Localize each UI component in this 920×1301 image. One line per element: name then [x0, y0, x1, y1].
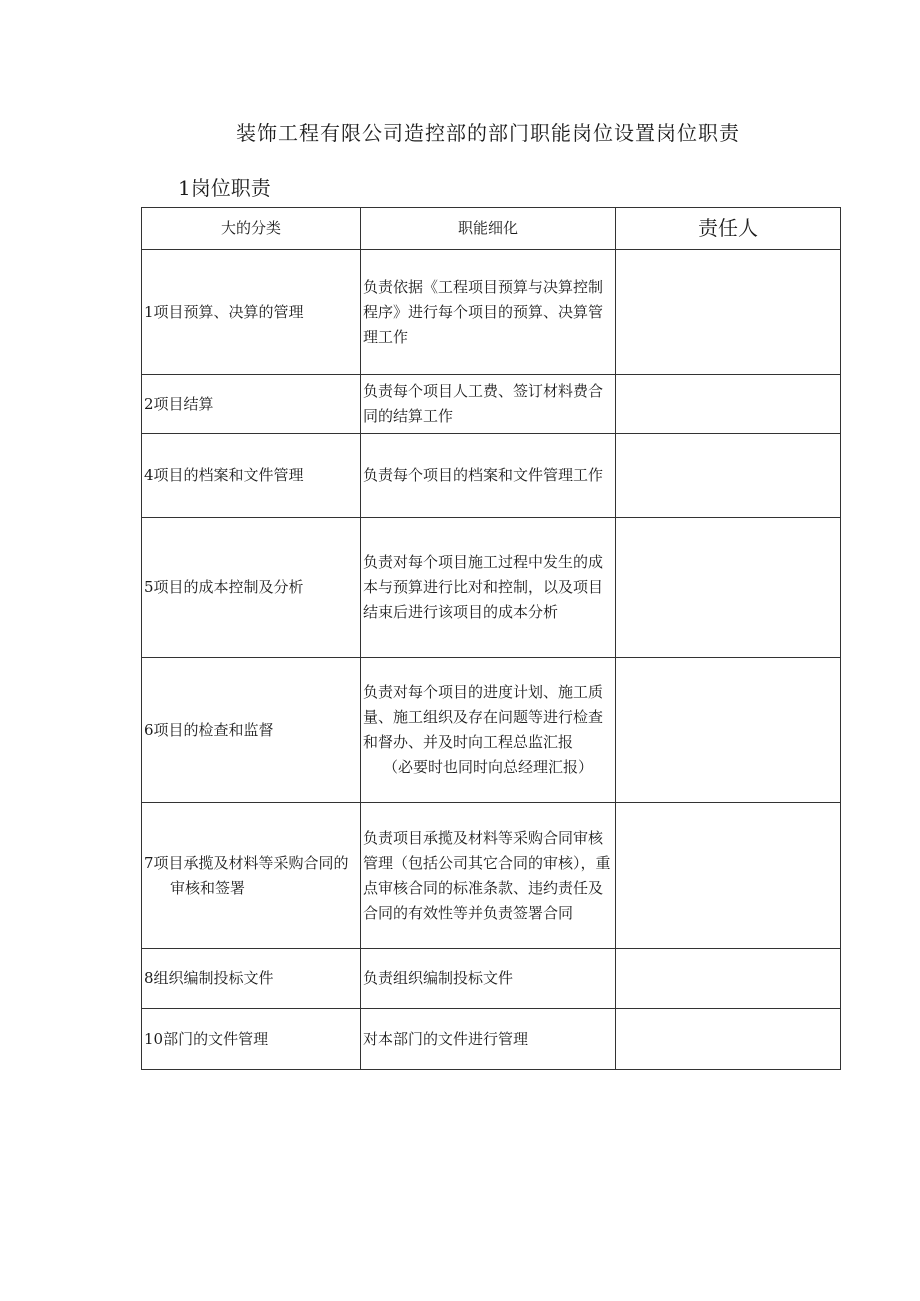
document-title: 装饰工程有限公司造控部的部门职能岗位设置岗位职责 — [236, 121, 740, 145]
duty-note: （必要时也同时向总经理汇报） — [382, 758, 593, 776]
owner-cell — [616, 1009, 841, 1070]
table-row — [142, 250, 841, 375]
owner-cell — [616, 518, 841, 658]
category-cell: 5项目的成本控制及分析 — [142, 518, 361, 658]
header-category: 大的分类 — [142, 208, 361, 250]
header-owner: 责任人 — [616, 208, 841, 250]
table-row — [142, 375, 841, 434]
section-heading: 1岗位职责 — [178, 176, 271, 200]
category-cell: 2项目结算 — [142, 375, 361, 434]
category-cell: 8组织编制投标文件 — [142, 949, 361, 1009]
category-cell: 4项目的档案和文件管理 — [142, 434, 361, 518]
duty-cell — [361, 658, 616, 803]
duty-cell: 负责对每个项目施工过程中发生的成本与预算进行比对和控制，以及项目结束后进行该项目的成本分析 — [361, 518, 616, 658]
owner-cell — [616, 434, 841, 518]
category-cell — [142, 803, 361, 949]
table-row — [142, 949, 841, 1009]
category-cell: 1项目预算、决算的管理 — [142, 250, 361, 375]
duty-cell: 负责依据《工程项目预算与决算控制程序》进行每个项目的预算、决算管理工作 — [361, 250, 616, 375]
duty-text: 负责对每个项目的进度计划、施工质量、施工组织及存在问题等进行检查和督办、并及时向工程总监汇报 — [363, 683, 604, 751]
category-cell: 10部门的文件管理 — [142, 1009, 361, 1070]
duty-cell: 负责项目承揽及材料等采购合同审核管理（包括公司其它合同的审核），重点审核合同的标准条款、违约责任及合同的有效性等并负责签署合同 — [361, 803, 616, 949]
category-cell: 6项目的检查和监督 — [142, 658, 361, 803]
owner-cell — [616, 949, 841, 1009]
duty-table — [141, 207, 841, 1070]
duty-cell: 对本部门的文件进行管理 — [361, 1009, 616, 1070]
table-header-row — [142, 208, 841, 250]
owner-cell — [616, 375, 841, 434]
category-text: 7项目承揽及材料等采购合同的审核和签署 — [144, 853, 349, 897]
table-row — [142, 434, 841, 518]
duty-cell: 负责每个项目的档案和文件管理工作 — [361, 434, 616, 518]
duty-cell: 负责组织编制投标文件 — [361, 949, 616, 1009]
table-row — [142, 658, 841, 803]
table-row — [142, 1009, 841, 1070]
duty-cell: 负责每个项目人工费、签订材料费合同的结算工作 — [361, 375, 616, 434]
owner-cell — [616, 658, 841, 803]
owner-cell — [616, 803, 841, 949]
table-row — [142, 803, 841, 949]
table-row — [142, 518, 841, 658]
owner-cell — [616, 250, 841, 375]
header-duty: 职能细化 — [361, 208, 616, 250]
